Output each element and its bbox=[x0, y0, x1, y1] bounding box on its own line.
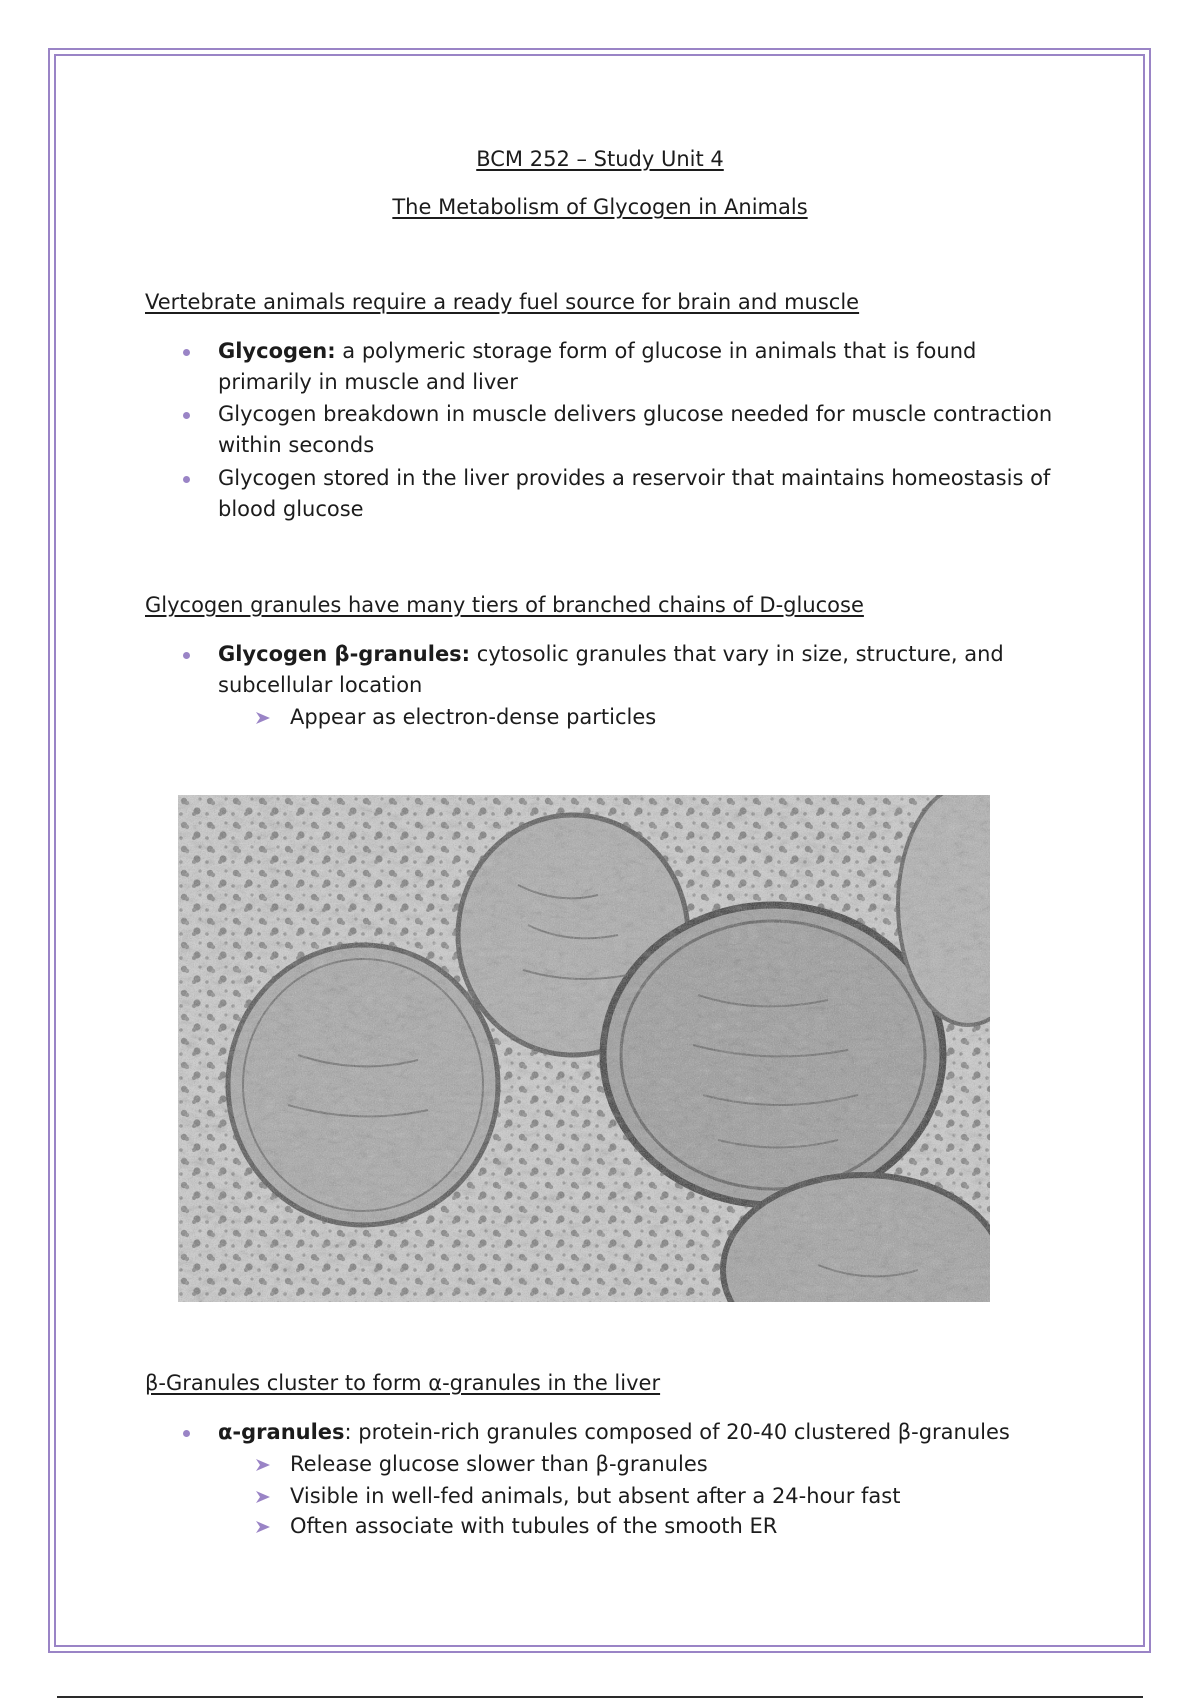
bullet-dot-icon bbox=[183, 1430, 190, 1437]
list-item bbox=[218, 1417, 1068, 1448]
bullet-dot-icon bbox=[183, 476, 190, 483]
bullet-dot-icon bbox=[183, 412, 190, 419]
list-item bbox=[218, 336, 1068, 398]
course-title: BCM 252 – Study Unit 4 bbox=[476, 147, 724, 171]
section-heading-fuel-source: Vertebrate animals require a ready fuel source for brain and muscle bbox=[145, 290, 860, 314]
sub-list-item: Release glucose slower than β-granules bbox=[290, 1452, 708, 1476]
footer-rule bbox=[57, 1696, 1143, 1698]
sub-list-item: Visible in well-fed animals, but absent after a 24-hour fast bbox=[290, 1484, 901, 1508]
sub-list-item: Appear as electron-dense particles bbox=[290, 705, 657, 729]
arrowhead-bullet-icon bbox=[255, 1489, 271, 1505]
sub-list-item: Often associate with tubules of the smooth ER bbox=[290, 1514, 778, 1538]
electron-micrograph-image bbox=[178, 795, 990, 1302]
arrowhead-bullet-icon bbox=[255, 1519, 271, 1535]
bullet-dot-icon bbox=[183, 652, 190, 659]
bullet-term: Glycogen β-granules: bbox=[218, 642, 471, 666]
bullet-term: α-granules bbox=[218, 1420, 345, 1444]
list-item bbox=[218, 639, 1068, 701]
bullet-text: Glycogen breakdown in muscle delivers glucose needed for muscle contraction within seconds bbox=[218, 402, 1053, 457]
list-item bbox=[218, 463, 1068, 525]
bullet-text: cytosolic granules that vary in size, structure, and subcellular location bbox=[218, 642, 1004, 697]
bullet-text: : protein-rich granules composed of 20-40 clustered β-granules bbox=[344, 1420, 1010, 1444]
bullet-text: Glycogen stored in the liver provides a reservoir that maintains homeostasis of blood glucose bbox=[218, 466, 1051, 521]
arrowhead-bullet-icon bbox=[255, 1457, 271, 1473]
list-item bbox=[218, 399, 1068, 461]
bullet-dot-icon bbox=[183, 349, 190, 356]
bullet-text: a polymeric storage form of glucose in animals that is found primarily in muscle and liver bbox=[218, 339, 977, 394]
section-heading-glycogen-granules: Glycogen granules have many tiers of branched chains of D-glucose bbox=[145, 593, 864, 617]
unit-title: The Metabolism of Glycogen in Animals bbox=[392, 195, 808, 219]
bullet-term: Glycogen: bbox=[218, 339, 336, 363]
arrowhead-bullet-icon bbox=[255, 710, 271, 726]
section-heading-alpha-granules: β-Granules cluster to form α-granules in the liver bbox=[145, 1371, 661, 1395]
